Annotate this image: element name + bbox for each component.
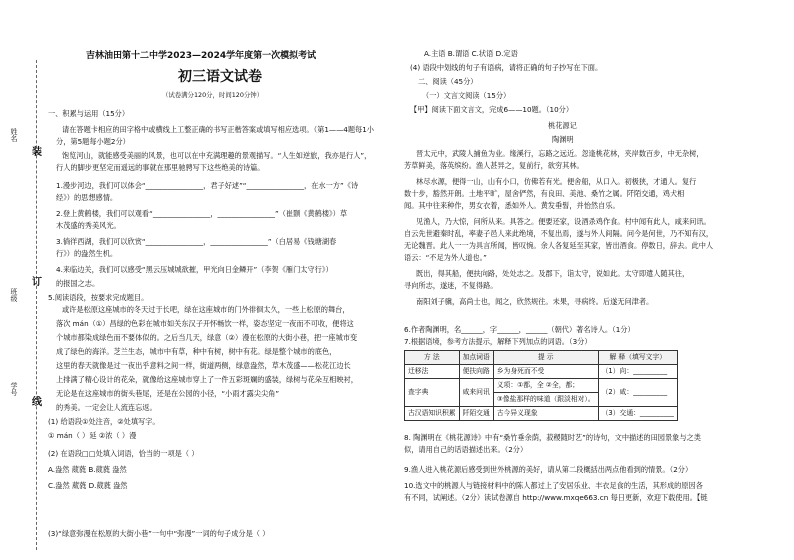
table-cell: 古汉语知识积累: [405, 407, 460, 421]
left-line: 行人的脚步更坚定而遥远的事就在那里驰骋写下这些绝美的诗篇。: [56, 163, 265, 172]
q9-text: 9.渔人进入桃花源后感受到世外桃源的美好，请从第二段概括出两点他看到的情景。（2分）: [404, 465, 693, 474]
q7-table: [404, 350, 678, 421]
left-line: ① mán（ ）延 ②浓（ ）漫: [48, 431, 137, 440]
left-line: C.盎然 葳蕤 D.葳蕤 盎然: [48, 481, 128, 490]
left-line: 4.来临边关，我们可以感受“黑云压城城欲摧，甲光向日金鳞开”（李贺《雁门太守行》）: [56, 265, 333, 274]
q8-text-cont: 似，请用自己的话语描述出来。（2分）: [404, 445, 528, 454]
passage-line: 无论魏晋。此人一一为具言所闻，皆叹惋。余人各复延至其家，皆出酒食。停数日，辞去。此中人: [404, 241, 714, 250]
passage-line: 数十步，豁然开朗。土地平旷，屋舍俨然，有良田、美池、桑竹之属。阡陌交通，鸡犬相: [404, 189, 685, 198]
q8-text: 8. 陶渊明在《桃花源诗》中有“桑竹垂余荫，菽稷随时艺”的诗句，文中描述的田园景象与之类: [404, 433, 701, 442]
binding-mark-bot: 线: [32, 397, 42, 408]
left-line: 的秀美。一定会让人流连忘返。: [56, 403, 157, 412]
passage-line: 林尽水源，便得一山，山有小口，仿佛若有光。便舍船，从口入。初极狭，才通人。复行: [416, 177, 697, 186]
left-line: 成了绿色的海洋。芝兰生态，城市中有草，种中有树，树中有花。绿是整个城市的底色，: [56, 347, 337, 356]
left-line: 木茂盛的秀美风光。: [56, 221, 121, 230]
exam-title: 初三语文试卷: [178, 69, 262, 85]
left-line: 饱览河山，就能感受美丽的风景，也可以在中充满理趣的景观描写。“人生如逆旅，我亦是行人”，: [62, 151, 372, 160]
table-cell: 查字典: [405, 379, 460, 407]
left-line: (2) 在语段□□处填入词语，恰当的一项是（ ）: [48, 449, 199, 458]
left-line: 1.漫步河边，我们可以体会“________________，君子好逑”“________________，在水一方”《诗: [56, 181, 359, 190]
passage-line: 南阳刘子骥，高尚士也，闻之，欣然规往。未果，寻病终。后遂无问津者。: [416, 297, 654, 306]
left-line: 3.徜徉西湖，我们可以欣赏“________________，________________”（白居易《钱塘湖春: [56, 237, 337, 246]
table-cell[interactable]: （2）咸：__________: [598, 379, 677, 407]
school-title: 吉林油田第十二中学2023—2024学年度第一次模拟考试: [86, 51, 317, 61]
left-line: 落次 mán（①）昌绿的色彩在城市如关东汉子开怀畅饮一样，姿态坚定一夜而不可收，便将这: [56, 319, 354, 328]
intro-jia: 【甲】阅读下面文言文，完成6——10题。（10分）: [410, 105, 574, 114]
table-header: 提 示: [493, 351, 598, 365]
table-cell: 义项：①都，全 ②全，都；: [493, 379, 598, 393]
table-cell: 迁移法: [405, 365, 460, 379]
table-cell: 阡陌交通: [459, 407, 493, 421]
table-row: [405, 379, 678, 393]
sub-classical: （一）文言文阅读（15分）: [422, 91, 511, 100]
left-line: 无论是在这座城市的街头巷尾，还是在公园的小径，“小雨才露尖尖角”: [56, 389, 280, 398]
q10-text: 10.选文中的桃源人与链接材料中的陈人都过上了安居乐业、丰衣足食的生活，其形成的原因各: [404, 481, 703, 490]
left-line: 5.阅读语段，按要求完成题目。: [48, 293, 149, 302]
poem-title: 桃花源记: [548, 121, 577, 130]
q10-text-cont: 有不同，试阐述。（2分）读试卷源自 http://www.mxqe663.cn 每日更新，欢迎下载使用。【链: [404, 493, 708, 502]
table-cell: 咸来问讯: [459, 379, 493, 407]
q3-options: A.主语 B.谓语 C.状语 D.定语: [424, 49, 518, 58]
section-reading: 二、阅读（45分）: [418, 77, 478, 86]
passage-line: 自云先世避秦时乱，率妻子邑人来此绝境，不复出焉，遂与外人间隔。问今是何世，乃不知有汉，: [404, 229, 714, 238]
passage-line: 既出，得其船，便扶向路，处处志之。及郡下，诣太守，说如此。太守即遣人随其往，: [416, 269, 690, 278]
table-header: 解 释（填写文字）: [598, 351, 677, 365]
q4-text: (4) 语段中划线的句子有语病，请将正确的句子抄写在下面。: [410, 63, 603, 72]
table-cell: 便扶向路: [459, 365, 493, 379]
passage-line: 见渔人，乃大惊，问所从来。具答之。便要还家，设酒杀鸡作食。村中闻有此人，咸来问讯。: [416, 217, 711, 226]
table-row: [405, 365, 678, 379]
table-cell[interactable]: （3）交通：__________: [598, 407, 677, 421]
passage-line: 晋太元中，武陵人捕鱼为业。缘溪行，忘路之远近。忽逢桃花林，夹岸数百步，中无杂树，: [416, 149, 704, 158]
table-cell: ③像盐那样的味道（跟淡相对）。: [493, 393, 598, 407]
left-line: (1) 给语段①处注音，②处填写字。: [48, 417, 160, 426]
q7-text: 7.根据语境，参考方法提示，解释下列加点的词语。（3分）: [404, 337, 592, 346]
left-line: 上排满了精心设计的花朵，就像给这座城市穿上了一件五彩斑斓的盛装，绿树与花朵互相映衬，: [56, 375, 358, 384]
table-cell: 古今异义现象: [493, 407, 598, 421]
left-line: 或许是松原这座城市的冬天过于长吧，绿在这座城市的门外徘徊太久，一些上松原的舞台，: [62, 305, 350, 314]
exam-meta: （试卷满分120分，时间120分钟）: [162, 91, 264, 99]
q6-text: 6.作者陶渊明，名______，字______，______（朝代）著名诗人。（1分）: [404, 325, 635, 334]
poem-author: 陶渊明: [552, 135, 574, 144]
passage-line: 闻。其中往来种作，男女衣着，悉如外人。黄发垂髫，并怡然自乐。: [404, 201, 620, 210]
passage-line: 寻向所志，遂迷，不复得路。: [404, 281, 498, 290]
table-cell: 乡为身死而不受: [493, 365, 598, 379]
side-label-class: 班级: [10, 288, 18, 302]
left-line: 请在答题卡相应的田字格中或横线上工整正确的书写正楷答案或填写相应选项。（第1——4题每1小: [62, 125, 374, 134]
binding-dashed-line: [36, 60, 37, 550]
left-line: (3)“绿意弥漫在松原的大街小巷”一句中“弥漫”一词的句子成分是（ ）: [48, 529, 270, 538]
table-header: 加点词语: [459, 351, 493, 365]
table-header: 方 法: [405, 351, 460, 365]
passage-line: 芳草鲜美，落英缤纷。渔人甚异之，复前行，欲穷其林。: [404, 161, 584, 170]
binding-mark-top: 装: [32, 147, 42, 158]
left-line: 经》）的思想感情。: [56, 193, 118, 202]
left-line: 一、积累与运用（15分）: [48, 109, 130, 118]
left-line: 个城市都染成绿色而不要体似的。之后当几天，绿意（②）漫在松原的大街小巷，把一座城市变: [56, 333, 358, 342]
passage-line: 语云：“不足为外人道也。”: [404, 253, 487, 262]
side-label-name: 姓名: [10, 128, 18, 142]
binding-mark-mid: 订: [32, 277, 42, 288]
side-label-id: 学号: [10, 382, 18, 396]
left-line: 2.登上黄鹤楼，我们可以观看“________________，________________”（崔颢《黄鹤楼》）草: [56, 209, 348, 218]
left-line: 行》）的盎然生机。: [56, 249, 118, 258]
left-line: A.盎然 葳蕤 B.葳蕤 盎然: [48, 465, 127, 474]
table-row: [405, 407, 678, 421]
left-line: 的报国之志。: [56, 279, 100, 288]
left-line: 分，第5题每小题2分）: [56, 137, 130, 146]
left-line: 这里的春天就像是过一夜出乎意料之间一样，街道两侧，绿意盎然，草木茂盛——松花江边长: [56, 361, 351, 370]
table-cell[interactable]: （1）向：__________: [598, 365, 677, 379]
